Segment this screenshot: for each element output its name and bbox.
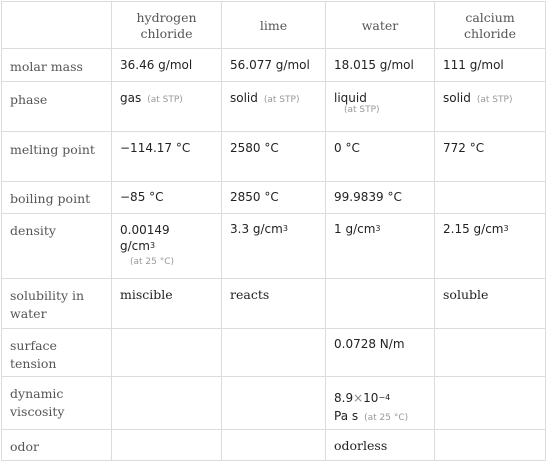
header-corner (2, 2, 112, 49)
phase-value: solid (230, 91, 258, 105)
row-label-solubility: solubility in water (2, 279, 112, 329)
cell-lime-density (222, 214, 326, 279)
row-label-odor: odor (2, 430, 112, 461)
density-exponent: 3 (149, 241, 156, 250)
cell-cacl2-boiling-point (435, 182, 546, 214)
density-exponent: 3 (503, 224, 509, 233)
cell-lime-melting-point: 2580 °C (222, 132, 326, 182)
header-hydrogen-chloride: hydrogen chloride (112, 2, 222, 49)
phase-note: (at STP) (476, 95, 513, 105)
header-lime: lime (222, 2, 326, 49)
density-exponent: 3 (282, 224, 288, 233)
cell-lime-odor (222, 430, 326, 461)
viscosity-note: (at 25 °C) (364, 413, 409, 423)
cell-hcl-boiling-point: −85 °C (112, 182, 222, 214)
density-value: 0.00149 (120, 223, 170, 237)
cell-hcl-molar-mass: 36.46 g/mol (112, 49, 222, 82)
density-value: 1 g/cm (334, 222, 376, 236)
cell-water-molar-mass: 18.015 g/mol (326, 49, 435, 82)
cell-hcl-melting-point: −114.17 °C (112, 132, 222, 182)
header-water: water (326, 2, 435, 49)
row-label-surface-tension: surface tension (2, 329, 112, 377)
cell-lime-surface-tension (222, 329, 326, 377)
row-label-boiling-point: boiling point (2, 182, 112, 214)
header-row (2, 2, 546, 49)
density-value: 2.15 g/cm (443, 222, 504, 236)
cell-hcl-surface-tension (112, 329, 222, 377)
cell-water-boiling-point: 99.9839 °C (326, 182, 435, 214)
cell-cacl2-surface-tension (435, 329, 546, 377)
cell-cacl2-molar-mass: 111 g/mol (435, 49, 546, 82)
table-row (2, 49, 546, 82)
density-note: (at 25 °C) (130, 257, 175, 267)
viscosity-unit: Pa s (334, 409, 359, 423)
cell-hcl-density (112, 214, 222, 279)
density-value: 3.3 g/cm (230, 222, 283, 236)
cell-hcl-dynamic-viscosity (112, 377, 222, 430)
table-row (2, 377, 546, 430)
viscosity-mantissa: 8.9 (334, 391, 354, 405)
phase-note: (at STP) (147, 95, 183, 105)
row-label-phase: phase (2, 82, 112, 132)
viscosity-base: 10 (363, 391, 379, 405)
cell-cacl2-solubility: soluble (435, 279, 546, 329)
cell-hcl-solubility: miscible (112, 279, 222, 329)
cell-cacl2-melting-point: 772 °C (435, 132, 546, 182)
cell-water-surface-tension: 0.0728 N/m (326, 329, 435, 377)
cell-cacl2-odor (435, 430, 546, 461)
row-label-dynamic-viscosity: dynamic viscosity (2, 377, 112, 430)
phase-note: (at STP) (344, 105, 380, 115)
cell-water-odor: odorless (326, 430, 435, 461)
density-unit: g/cm (120, 239, 150, 253)
cell-lime-boiling-point: 2850 °C (222, 182, 326, 214)
times-symbol: × (353, 391, 364, 405)
cell-hcl-odor (112, 430, 222, 461)
table-row (2, 82, 546, 132)
cell-water-dynamic-viscosity (326, 377, 435, 430)
cell-cacl2-phase (435, 82, 546, 132)
row-label-density: density (2, 214, 112, 279)
table-row (2, 329, 546, 377)
cell-lime-phase (222, 82, 326, 132)
cell-lime-dynamic-viscosity (222, 377, 326, 430)
cell-water-melting-point: 0 °C (326, 132, 435, 182)
table-row (2, 279, 546, 329)
cell-water-solubility (326, 279, 435, 329)
phase-value: solid (443, 91, 471, 105)
row-label-melting-point: melting point (2, 132, 112, 182)
header-calcium-chloride: calcium chloride (435, 2, 546, 49)
cell-cacl2-dynamic-viscosity (435, 377, 546, 430)
cell-water-density (326, 214, 435, 279)
phase-note: (at STP) (263, 95, 300, 105)
cell-lime-solubility: reacts (222, 279, 326, 329)
properties-table (1, 1, 546, 461)
phase-value: gas (120, 91, 142, 105)
cell-cacl2-density (435, 214, 546, 279)
table-row (2, 182, 546, 214)
phase-value: liquid (334, 91, 367, 105)
viscosity-exponent: −4 (378, 393, 391, 402)
density-exponent: 3 (375, 224, 381, 233)
cell-hcl-phase (112, 82, 222, 132)
table-row (2, 430, 546, 461)
cell-lime-molar-mass: 56.077 g/mol (222, 49, 326, 82)
table-row (2, 132, 546, 182)
table-row (2, 214, 546, 279)
row-label-molar-mass: molar mass (2, 49, 112, 82)
cell-water-phase (326, 82, 435, 132)
